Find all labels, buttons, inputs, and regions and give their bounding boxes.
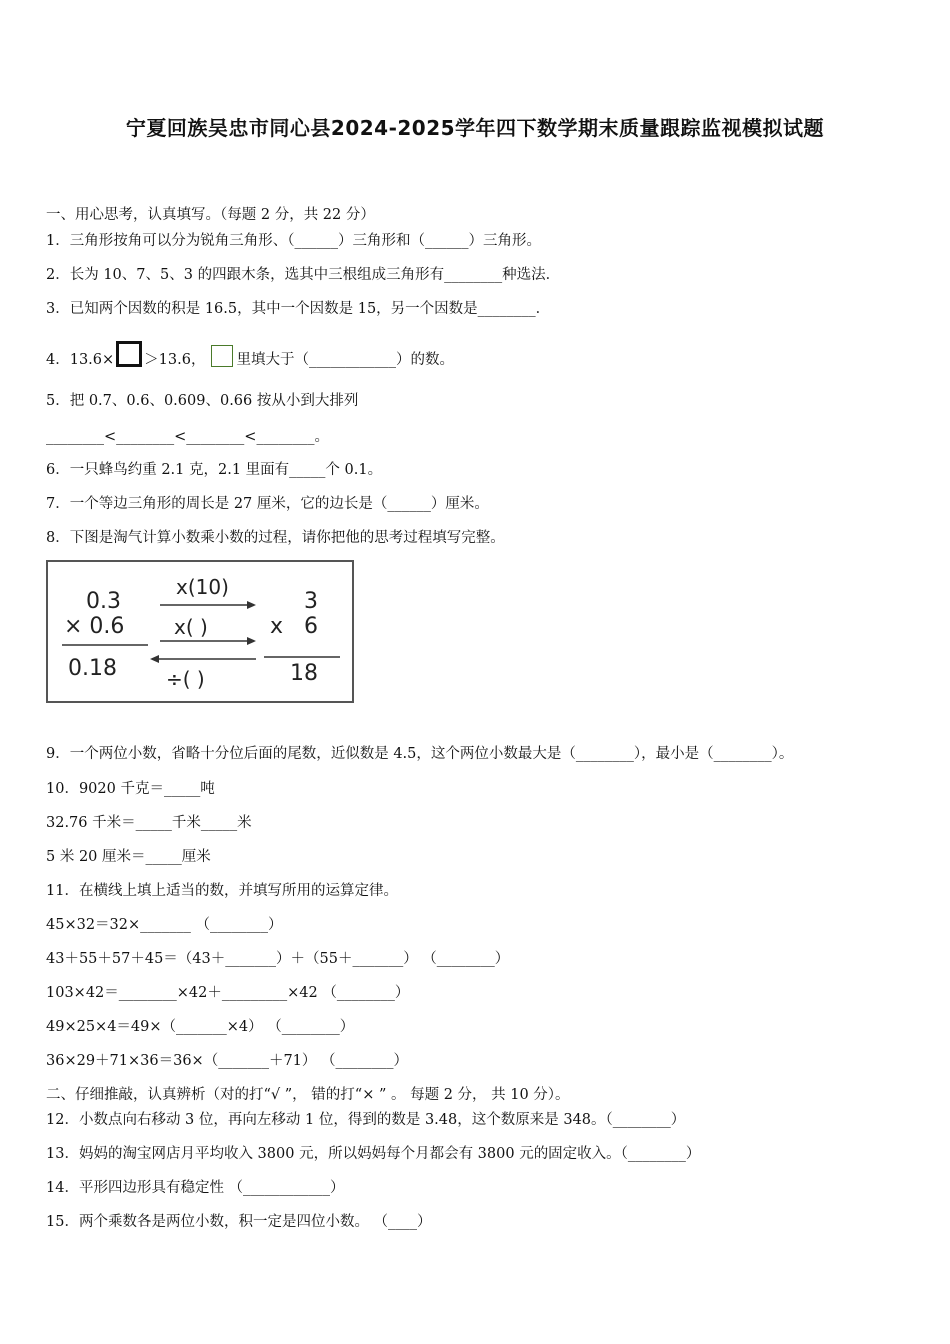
question-4 [46,341,454,369]
decimal-multiplication-figure [46,560,354,703]
figure-bottom-right: 18 [290,661,318,686]
page-title: 宁夏回族吴忠市同心县2024-2025学年四下数学期末质量跟踪监视模拟试题 [125,116,825,140]
question-5: 5．把 0.7、0.6、0.609、0.66 按从小到大排列 [46,393,359,409]
figure-arrow-top-label: x(10) [176,575,229,599]
question-7: 7．一个等边三角形的周长是 27 厘米，它的边长是（______）厘米。 [46,496,489,512]
question-12: 12．小数点向右移动 3 位，再向左移动 1 位，得到的数是 3.48，这个数原来是 348。（________） [46,1112,686,1128]
question-4-suffix: 里填大于（____________）的数。 [236,352,454,368]
figure-mid-left: × 0.6 [64,614,125,639]
figure-bottom-left: 0.18 [68,656,117,681]
question-10: 10．9020 千克＝_____吨 [46,781,215,797]
arrow-right-icon [247,637,256,645]
figure-top-left: 0.3 [86,589,121,614]
square-outline-icon [211,345,233,367]
figure-arrow-mid-label: x( ) [174,615,208,639]
question-3: 3．已知两个因数的积是 16.5，其中一个因数是 15，另一个因数是________． [46,301,551,317]
question-11-e: 36×29＋71×36＝36×（_______＋71） （________） [46,1053,409,1069]
question-14: 14．平形四边形具有稳定性 （____________） [46,1180,345,1196]
arrow-left-icon [150,655,159,663]
figure-mid-right: 6 [304,614,318,639]
question-2: 2．长为 10、7、5、3 的四跟木条，选其中三根组成三角形有________种选法． [46,267,561,283]
question-5-blanks: ________<________<________<________。 [46,429,329,445]
question-6: 6．一只蜂鸟约重 2.1 克，2.1 里面有_____个 0.1。 [46,462,383,478]
question-9: 9．一个两位小数，省略十分位后面的尾数，近似数是 4.5，这个两位小数最大是（________），最小是（________）。 [46,746,794,762]
question-10-b: 32.76 千米＝_____千米_____米 [46,815,252,831]
question-11-b: 43＋55＋57＋45＝（43＋_______）＋（55＋_______） （________） [46,951,510,967]
question-11: 11．在横线上填上适当的数，并填写所用的运算定律。 [46,883,398,899]
figure-arrow-bottom-label: ÷( ) [166,667,205,691]
question-8: 8．下图是淘气计算小数乘小数的过程，请你把他的思考过程填写完整。 [46,530,505,546]
question-11-a: 45×32＝32×_______ （________） [46,917,283,933]
question-4-prefix: 4．13.6× [46,352,115,368]
figure-top-right: 3 [304,589,318,614]
section-1-heading: 一、用心思考，认真填写。（每题 2 分，共 22 分） [46,207,375,223]
question-15: 15．两个乘数各是两位小数，积一定是四位小数。 （____） [46,1214,432,1230]
question-11-c: 103×42＝________×42＋_________×42 （________） [46,985,410,1001]
figure-mid-right-x: x [270,614,284,639]
arrow-right-icon [247,601,256,609]
question-4-middle: ＞13.6， [144,352,206,368]
question-1: 1．三角形按角可以分为锐角三角形、（______）三角形和（______）三角形。 [46,233,541,249]
square-box-icon [116,341,142,367]
question-10-c: 5 米 20 厘米＝_____厘米 [46,849,211,865]
question-11-d: 49×25×4＝49×（_______×4） （________） [46,1019,355,1035]
question-13: 13．妈妈的淘宝网店月平均收入 3800 元，所以妈妈每个月都会有 3800 元的固定收入。（________） [46,1146,701,1162]
section-2-heading: 二、仔细推敲，认真辨析（对的打“√ ”， 错的打“× ” 。 每题 2 分， 共 10 分）。 [46,1087,570,1103]
